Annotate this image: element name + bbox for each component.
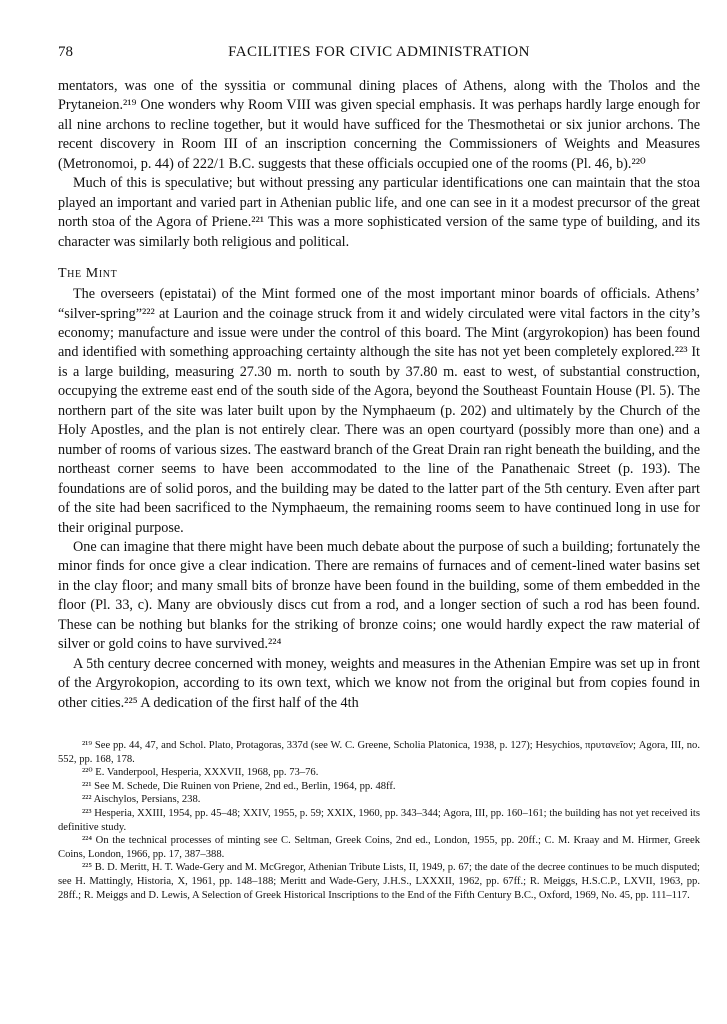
paragraph-5: A 5th century decree concerned with money, weights and measures in the Athenian Empire was set up in front of the Argyrokopion, according to its own text, which we know not from the original but from copies found in other cities.²²⁵ A dedication of the first half of the 4th bbox=[58, 655, 700, 711]
page-header bbox=[58, 44, 700, 61]
footnote-220: ²²⁰ E. Vanderpool, Hesperia, XXXVII, 1968, pp. 73–76. bbox=[82, 767, 319, 779]
footnote-221: ²²¹ See M. Schede, Die Ruinen von Priene, 2nd ed., Berlin, 1964, pp. 48ff. bbox=[82, 780, 396, 792]
footnote-223: ²²³ Hesperia, XXIII, 1954, pp. 45–48; XXIV, 1955, p. 59; XXIX, 1960, pp. 343–344; Agora, III, pp. 160–161; the building has not yet received its definitive study. bbox=[58, 808, 700, 833]
footnote-224: ²²⁴ On the technical processes of minting see C. Seltman, Greek Coins, 2nd ed., London, 1955, pp. 20ff.; C. M. Kraay and M. Hirmer, Greek Coins, London, 1966, pp. 17, 387–388. bbox=[58, 835, 700, 860]
footnote-225: ²²⁵ B. D. Meritt, H. T. Wade-Gery and M. McGregor, Athenian Tribute Lists, II, 1949, p. 67; the date of the decree continues to be much disputed; see H. Mattingly, Historia, X, 1961, pp. 148–188; Meritt and Wade-Gery, J.H.S., LXXXII, 1962, pp. 67ff.; R. Meiggs, H.S.C.P., LXVII, 1963, pp. 28ff.; R. Meiggs and D. Lewis, A Selection of Greek Historical Inscriptions to the End of the Fifth Century B.C., Oxford, 1969, No. 45, pp. 111–117. bbox=[58, 862, 700, 901]
page bbox=[58, 44, 700, 902]
paragraph-2: Much of this is speculative; but without pressing any particular identifications one can maintain that the stoa played an important and varied part in Athenian public life, and one can see in it a modest precursor of the great north stoa of the Agora of Priene.²²¹ This was a more sophisticated version of the same type of building, and its character was similarly both religious and political. bbox=[58, 175, 700, 250]
paragraph-3: The overseers (epistatai) of the Mint formed one of the most important minor boards of officials. Athens’ “silver-spring”²²² at Laurion and the coinage struck from it and widely circulated were vital factors in the city’s economy; manufacture and issue were under the control of this board. The Mint (argyrokopion) has been found and identified with something approaching certainty although the site has not yet been completely explored.²²³ It is a large building, measuring 27.30 m. north to south by 37.80 m. east to west, of substantial construction, occupying the extreme east end of the south side of the Agora, beyond the Southeast Fountain House (Pl. 5). The northern part of the site was later built upon by the Nymphaeum (p. 202) and ultimately by the Church of the Holy Apostles, and the plan is not entirely clear. There was an open courtyard (possibly more than one) and a number of rooms of various sizes. The eastward branch of the Great Drain ran right beneath the building, and the northeast corner seems to have been accommodated to the line of the Panathenaic Street (p. 193). The foundations are of solid poros, and the building may be dated to the latter part of the 5th century. Even after part of the site had been sacrificed to the Nymphaeum, the remaining rooms seem to have continued long in use for their original purpose. bbox=[58, 286, 700, 536]
footnote-219: ²¹⁹ See pp. 44, 47, and Schol. Plato, Protagoras, 337d (see W. C. Greene, Scholia Platonica, 1938, p. 127); Hesychios, πρυτανεῖον; Agora, III, no. 552, pp. 168, 178. bbox=[58, 740, 700, 765]
footnote-222: ²²² Aischylos, Persians, 238. bbox=[82, 794, 201, 806]
paragraph-4: One can imagine that there might have been much debate about the purpose of such a building; fortunately the minor finds for once give a clear indication. There are remains of furnaces and of cement-lined water basins set in the clay floor; and many small bits of bronze have been found in the building, some of them embedded in the floor (Pl. 33, c). Many are obviously discs cut from a rod, and a longer section of such a rod has been found. These can be nothing but blanks for the striking of bronze coins; one would hardly expect the raw material of silver or gold coins to have survived.²²⁴ bbox=[58, 538, 700, 653]
paragraph-1: mentators, was one of the syssitia or communal dining places of Athens, along with the Tholos and the Prytaneion.²¹⁹ One wonders why Room VIII was given special emphasis. It was perhaps hardly large enough for all nine archons to recline together, but it would have sufficed for the Thesmothetai or six junior archons. The recent discovery in Room III of an inscription concerning the Commissioners of Weights and Measures (Metronomoi, p. 44) of 222/1 B.C. suggests that these officials occupied one of the rooms (Pl. 46, b).²²⁰ bbox=[58, 78, 700, 172]
section-heading: The Mint bbox=[58, 266, 118, 282]
page-number: 78 bbox=[58, 44, 73, 60]
running-title: FACILITIES FOR CIVIC ADMINISTRATION bbox=[228, 44, 530, 60]
body-text bbox=[58, 77, 700, 713]
footnotes bbox=[58, 739, 700, 902]
